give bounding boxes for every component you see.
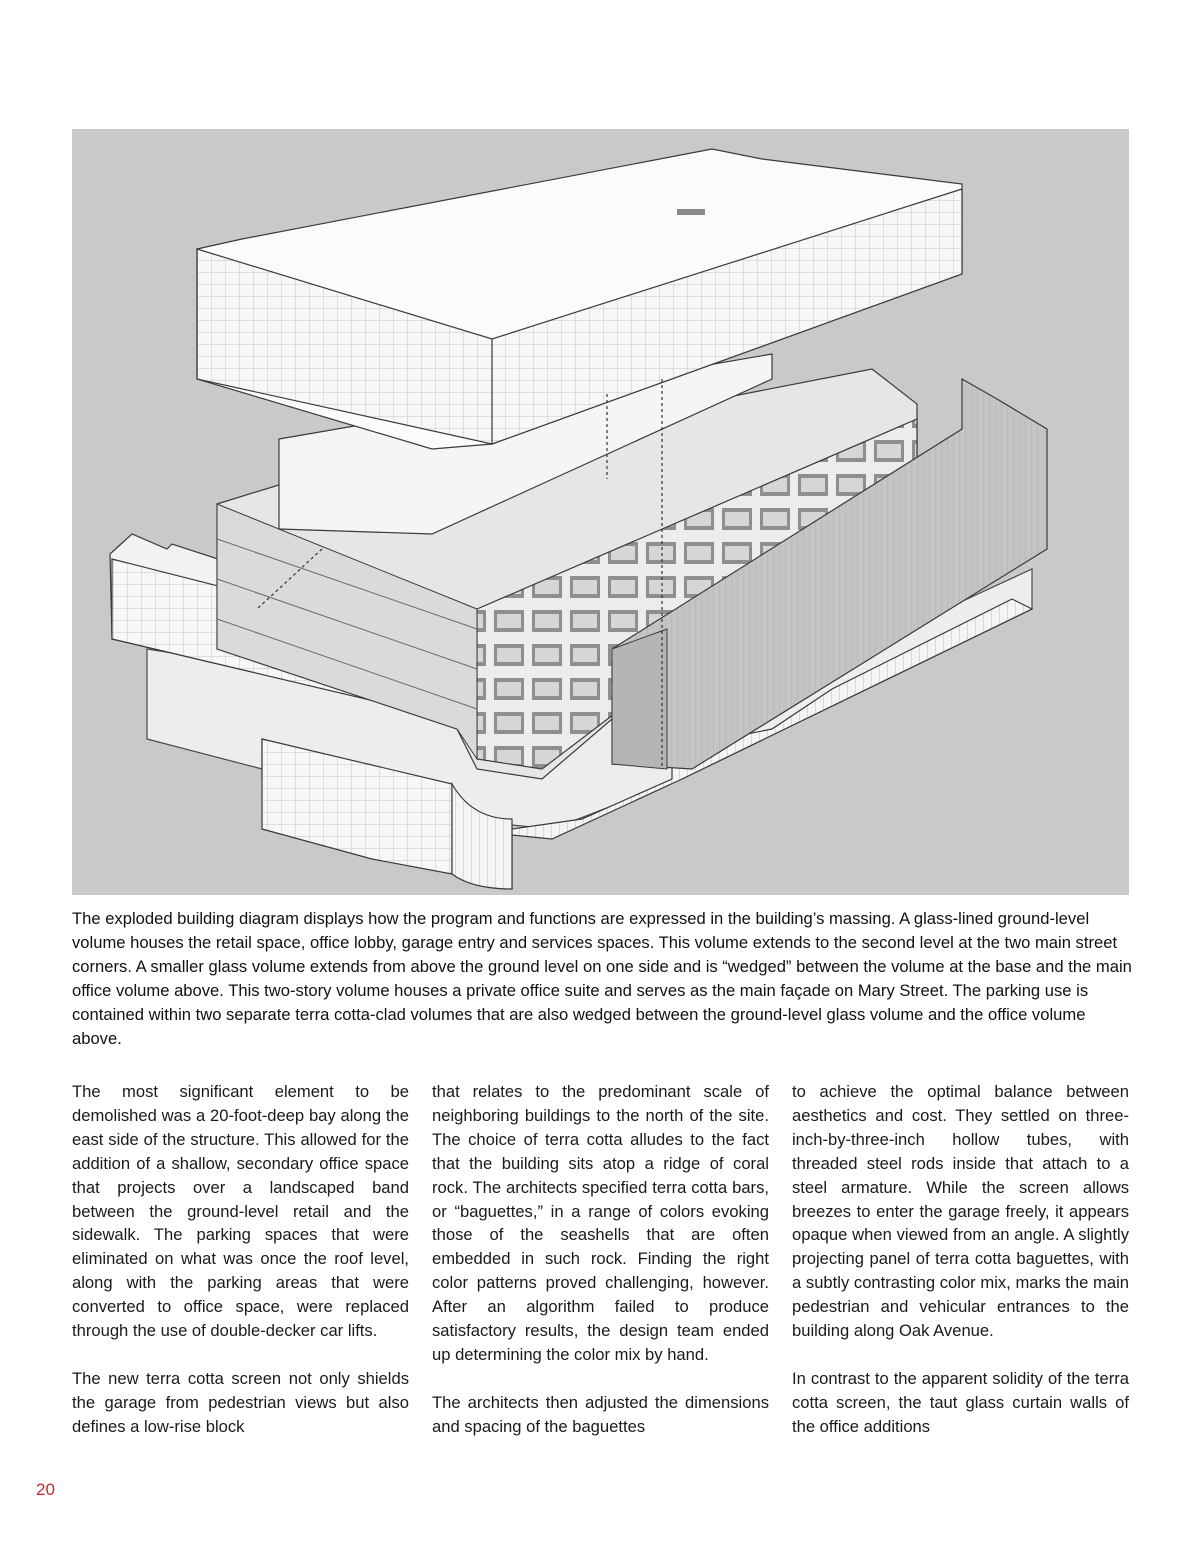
text-column-1 [72, 1080, 409, 1463]
text-column-3 [792, 1080, 1129, 1463]
paragraph: The architects then adjusted the dimensions and spacing of the baguettes [432, 1392, 769, 1436]
figure-caption: The exploded building diagram displays how the program and functions are expressed in the building’s massing. A glass-lined ground-level volume houses the retail space, office lobby, garage entry and services spaces. This volume extends to the second level at the two main street corners. A smaller glass volume extends from above the ground level on one side and is “wedged” between the volume at the base and the main office volume above. This two-story volume houses a private office suite and serves as the main façade on Mary Street. The parking use is contained within two separate terra cotta-clad volumes that are also wedged between the ground-level glass volume and the office volume above. [72, 909, 1132, 1048]
page-number: 20 [36, 1480, 55, 1499]
paragraph: The new terra cotta screen not only shields the garage from pedestrian views but also defines a low-rise block [72, 1368, 409, 1436]
exploded-building-diagram [72, 129, 1129, 895]
text-column-2 [432, 1080, 769, 1463]
paragraph: to achieve the optimal balance between aesthetics and cost. They settled on three-inch-by-three-inch hollow tubes, with threaded steel rods inside that attach to a steel armature. While the screen allows breezes to enter the garage freely, it appears opaque when viewed from an angle. A slightly projecting panel of terra cotta baguettes, with a subtly contrasting color mix, marks the main pedestrian and vehicular entrances to the building along Oak Avenue. [792, 1082, 1129, 1341]
paragraph: that relates to the predominant scale of neighboring buildings to the north of the site. The choice of terra cotta alludes to the fact that the building sits atop a ridge of coral rock. The architects specified terra cotta bars, or “baguettes,” in a range of colors evoking those of the seashells that are often embedded in such rock. Finding the right color patterns proved challenging, however. After an algorithm failed to produce satisfactory results, the design team ended up determining the color mix by hand. [432, 1082, 769, 1364]
paragraph: The most significant element to be demolished was a 20-foot-deep bay along the east side of the structure. This allowed for the addition of a shallow, secondary office space that projects over a landscaped band between the ground-level retail and the sidewalk. The parking spaces that were eliminated on what was once the roof level, along with the parking areas that were converted to office space, were replaced through the use of double-decker car lifts. [72, 1082, 409, 1341]
paragraph: In contrast to the apparent solidity of the terra cotta screen, the taut glass curtain walls of the office additions [792, 1368, 1129, 1436]
